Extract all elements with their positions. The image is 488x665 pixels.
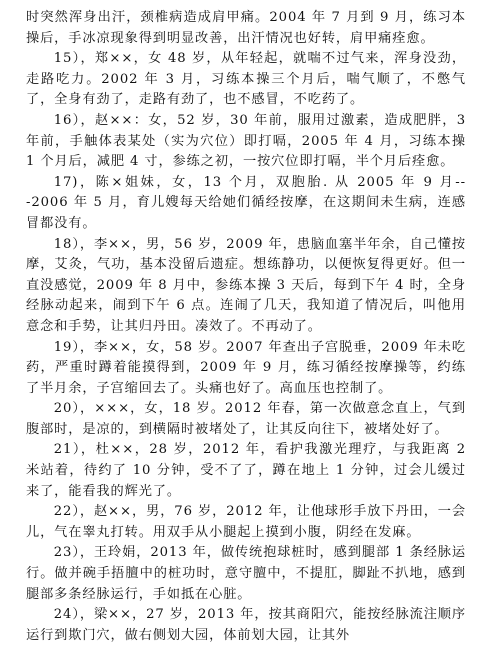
paragraph-continuation: 时突然浑身出汗，颈椎病造成肩甲痛。2004 年 7 月到 9 月，练习本操后，手冰凉现象得到明显改善，出汗情况也好转，肩甲痛痊愈。: [26, 10, 466, 46]
case-paragraph-22: 22），赵××，男，76 岁，2012 年，让他球形手放下丹田，一会儿，气在睾丸打转。用双手从小腿起上摸到小腹，阴经在发麻。: [26, 504, 466, 540]
case-paragraph-17: 17)，陈×姐妹，女，13 个月，双胞胎. 从 2005 年 9 月---2006 年 5 月，育儿嫂每天给她们循经按摩，在这期间未生病，连感冒都没有。: [26, 174, 466, 231]
case-paragraph-19: 19），李××，女，58 岁。2007 年查出子宫脱垂，2009 年未吃药，严重时蹲着能摸得到，2009 年 9 月，练习循经按摩操等，约练了半月余，子宫缩回去了。头痛也好了。高血压也控制了。: [26, 339, 466, 396]
case-paragraph-20: 20），×××，女，18 岁。2012 年春，第一次做意念直上，气到腹部时，是凉的，到横隔时被堵处了，让其反向往下，被堵处好了。: [26, 401, 466, 437]
case-paragraph-23: 23），王玲娟，2013 年，做传统抱球桩时，感到腿部 1 条经脉运行。做并碗手捂膻中的桩功时，意守膻中，不提肛，脚趾不扒地，感到腿部多条经脉运行，手如抵在心脏。: [26, 545, 466, 602]
case-paragraph-24: 24），梁××，27 岁，2013 年，按其商阳穴，能按经脉流注顺序运行到欺门穴，做右侧划大园，体前划大园，让其外: [26, 607, 466, 643]
case-paragraph-18: 18），李××，男，56 岁，2009 年，患脑血塞半年余，自己懂按摩，艾灸，气功，基本没留后遗症。想练静功，以便恢复得更好。但一直没感觉，2009 年 8 月中，参练本操 3 天后，每到下午 4 时，全身经脉动起来，闹到下午 6 点。连闹了几天，我知道了情况后，叫他用意念和手势，让其归丹田。凑效了。不再动了。: [26, 236, 466, 334]
case-paragraph-16: 16），赵××：女，52 岁，30 年前，服用过激素，造成肥胖，3 年前，手触体表某处（实为穴位）即打嗝，2005 年 4 月，习练本操 1 个月后，减肥 4 寸，参练之初，一按穴位即打嗝，半个月后痊愈。: [26, 112, 466, 170]
case-paragraph-15: 15），郑××，女 48 岁，从年轻起，就喘不过气来，浑身没劲，走路吃力。2002 年 3 月，习练本操三个月后，喘气顺了，不憋气了，全身有劲了，走路有劲了，也不感冒，不吃药了。: [26, 51, 466, 108]
case-paragraph-21: 21），杜××，28 岁，2012 年，看护我激光理疗，与我距离 2 米站着，待约了 10 分钟，受不了了，蹲在地上 1 分钟，过会儿缓过来了，能看我的辉光了。: [26, 442, 466, 499]
document-page: [26, 8, 466, 646]
